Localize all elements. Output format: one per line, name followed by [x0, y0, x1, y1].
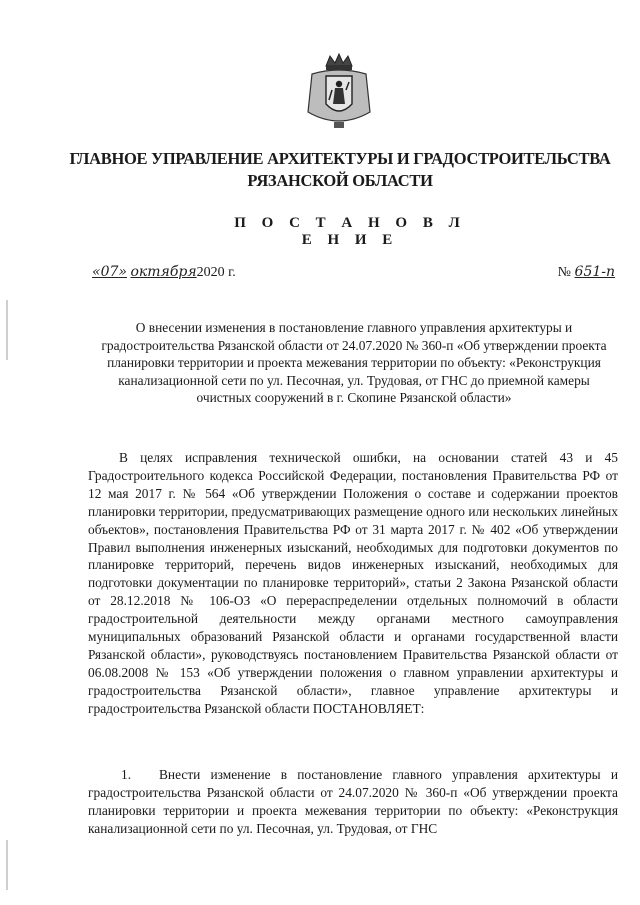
document-type: П О С Т А Н О В Л Е Н И Е	[234, 215, 466, 248]
date-day: 07	[100, 264, 119, 280]
item-number: 1.	[121, 767, 132, 782]
date-close-quote: »	[118, 264, 127, 280]
document-subject: О внесении изменения в постановление главного управления архитектуры и градостроительства Рязанской области от 24.07.2020 № 360-п «Об утверждении проекта планировки территории и проекта межевания территории по объекту: «Реконструкция канализационной сети по ул. Песочная, ул. Трудовая, от ГНС до приемной камеры очистных сооружений в г. Скопине Рязанской области»	[101, 320, 607, 406]
document-date	[92, 264, 236, 281]
coat-of-arms-icon	[304, 52, 374, 134]
scan-margin-mark	[6, 840, 8, 890]
number-value: 651-п	[574, 264, 615, 280]
organization-name-line1: ГЛАВНОЕ УПРАВЛЕНИЕ АРХИТЕКТУРЫ И ГРАДОСТРОИТЕЛЬСТВА	[69, 149, 611, 168]
item-text: Внести изменение в постановление главного управления архитектуры и градостроительства Рязанской области от 24.07.2020 № 360-п «Об утверждении проекта планировки территории и проекта межевания территории по объекту: «Реконструкция канализационной сети по ул. Песочная, ул. Трудовая, от ГНС	[88, 767, 618, 836]
preamble-paragraph: В целях исправления технической ошибки, на основании статей 43 и 45 Градостроительного кодекса Российской Федерации, постановления Правительства РФ от 12 мая 2017 г. № 564 «Об утверждении Положения о составе и содержании проектов планировки территории, предусматривающих размещение одного или нескольких линейных объектов», постановления Правительства РФ от 31 марта 2017 г. № 402 «Об утверждении Правил выполнения инженерных изысканий, необходимых для подготовки документов по планировке территорий, перечень видов инженерных изысканий, необходимых для подготовки документации по планировке территорий», статьи 2 Закона Рязанской области от 28.12.2018 № 106-ОЗ «О перераспределении отдельных полномочий в области градостроительной деятельности между органами местного самоуправления муниципальных образований Рязанской области и органами государственной власти Рязанской области», руководствуясь постановлением Правительства Рязанской области от 06.08.2008 № 153 «Об утверждении положения о главном управлении архитектуры и градостроительства Рязанской области», главное управление архитектуры и градостроительства Рязанской области ПОСТАНОВЛЯЕТ:	[88, 450, 618, 716]
date-month: октября	[130, 264, 197, 280]
date-year: 2020 г.	[196, 265, 236, 280]
list-item	[88, 766, 618, 838]
organization-name-line2: РЯЗАНСКОЙ ОБЛАСТИ	[247, 171, 433, 190]
number-prefix: №	[557, 265, 572, 280]
scan-margin-mark	[6, 300, 8, 360]
document-number	[558, 264, 615, 281]
date-open-quote: «	[92, 264, 101, 280]
